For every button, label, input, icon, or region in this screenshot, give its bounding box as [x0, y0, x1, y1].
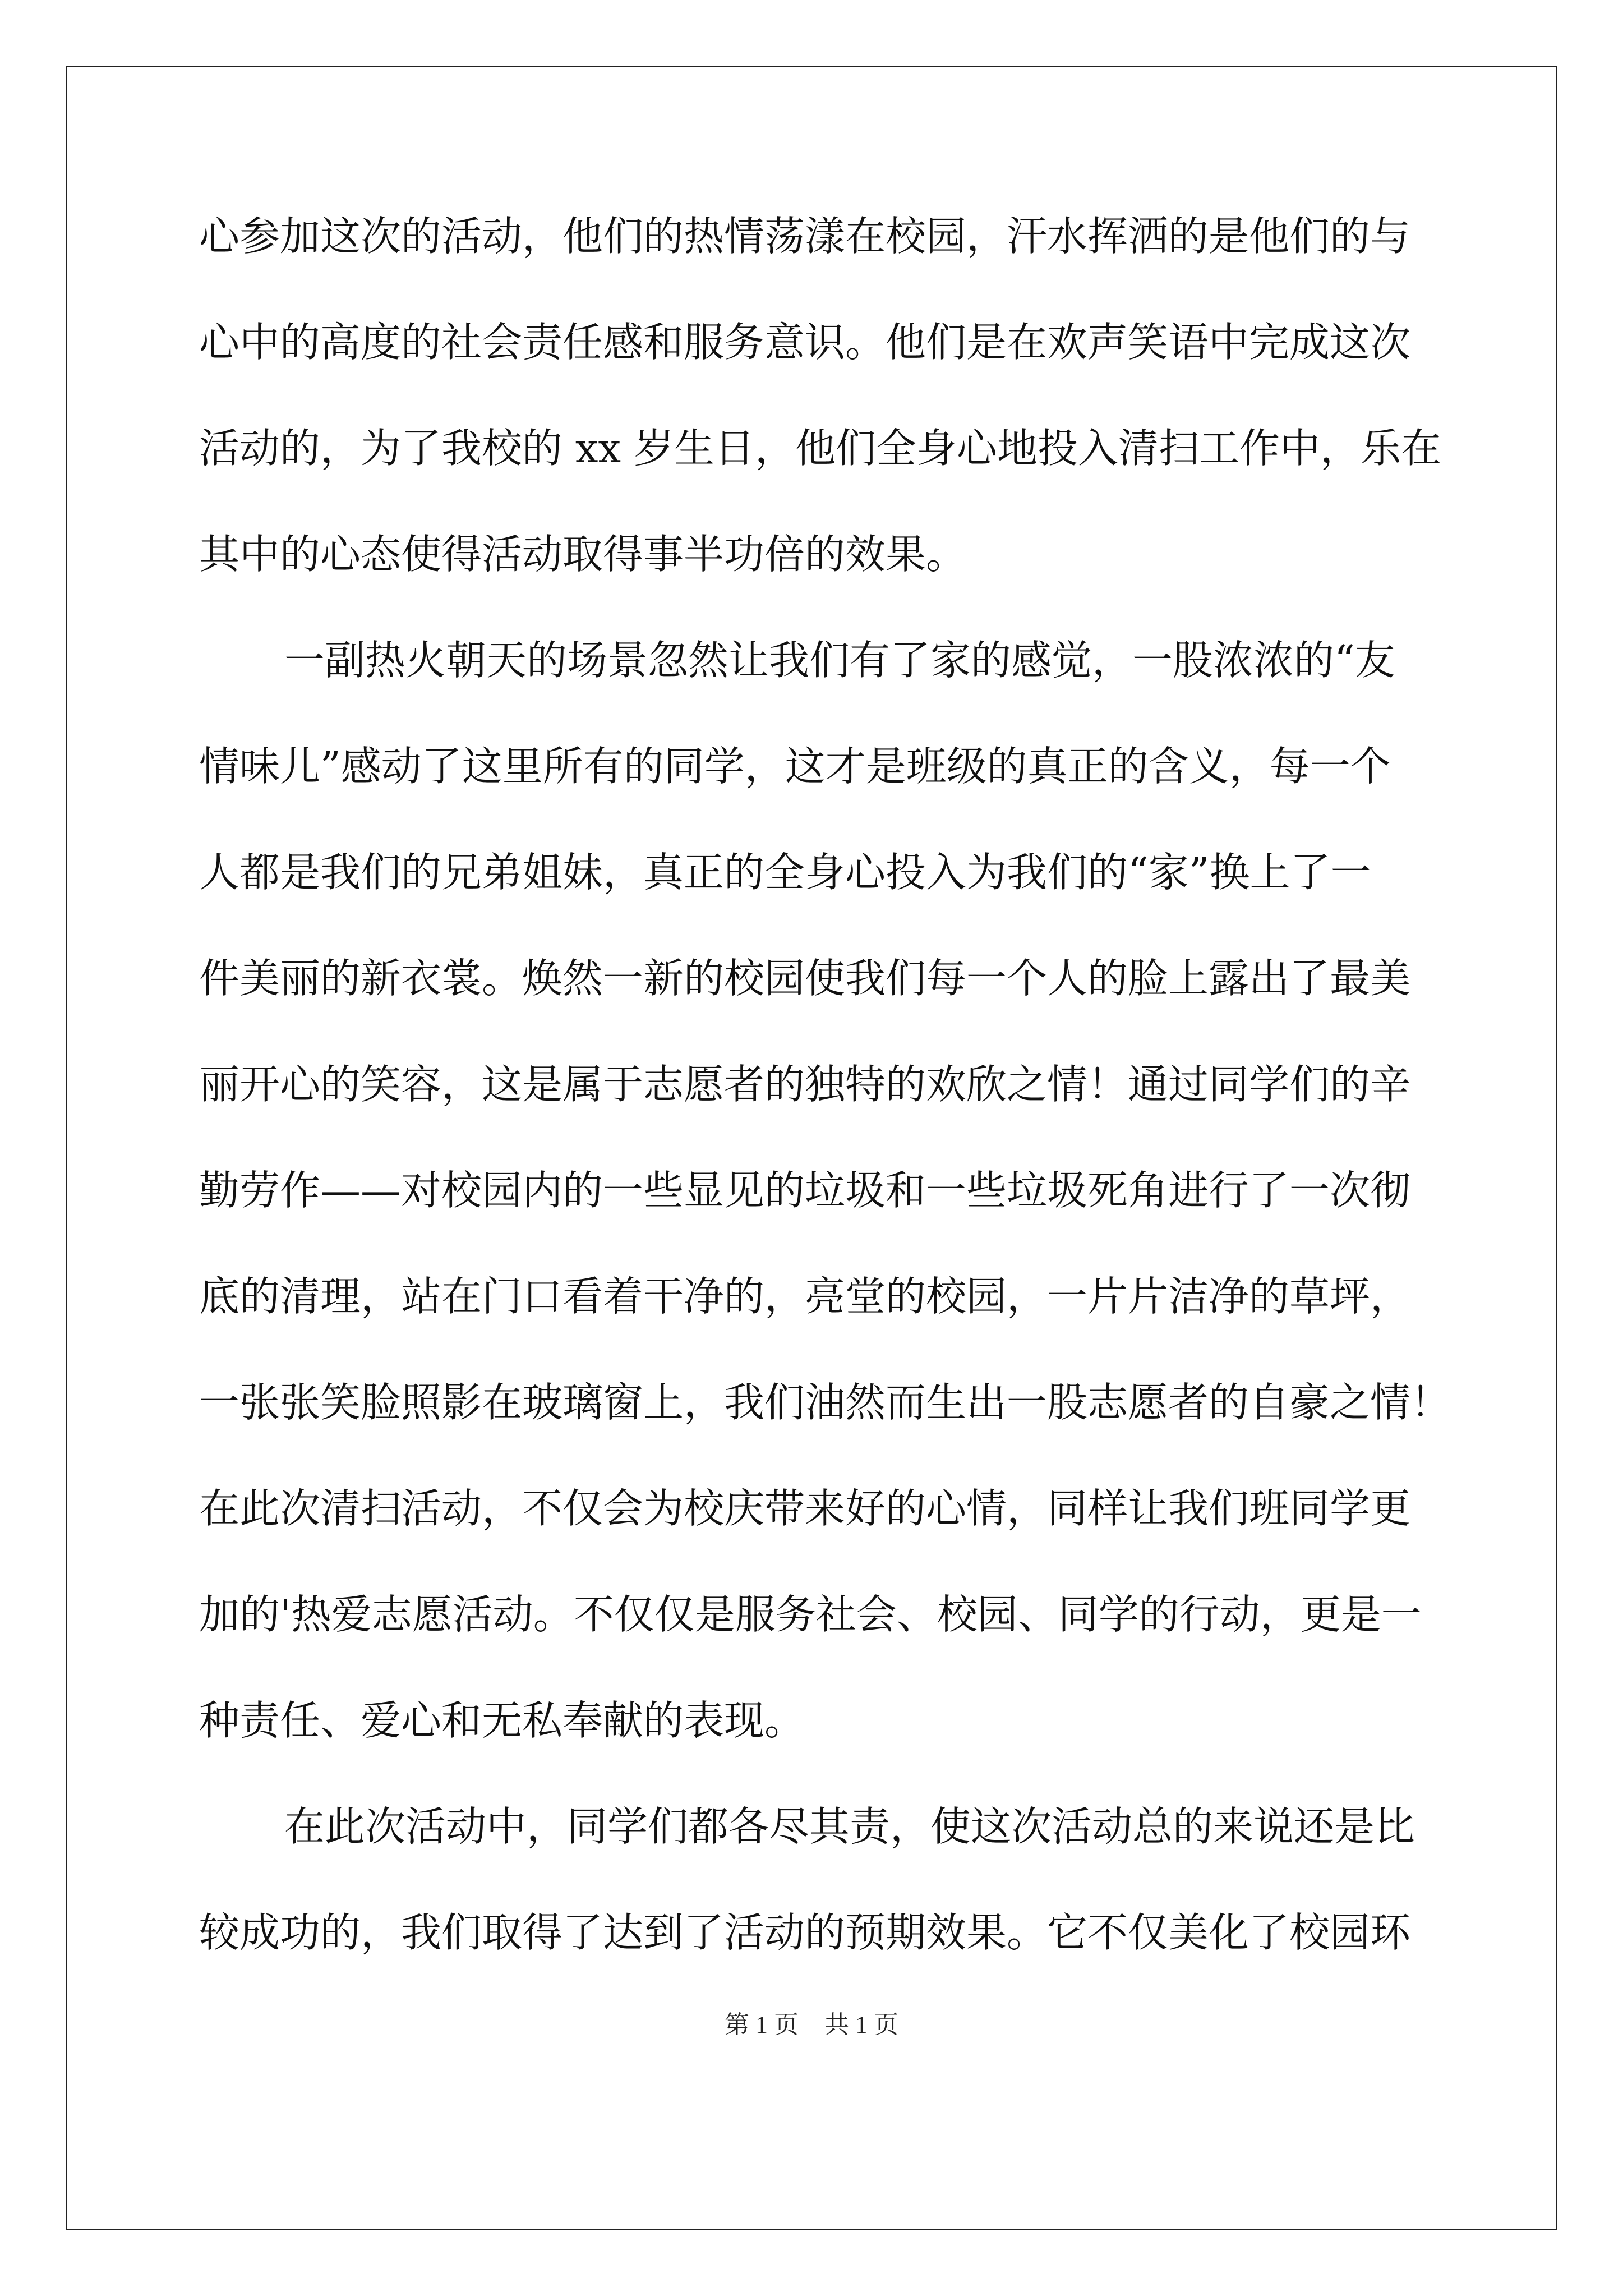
text-line-8: 件美丽的新衣裳。焕然一新的校园使我们每一个人的脸上露出了最美 [199, 955, 1411, 1002]
text-line-10: 勤劳作——对校园内的一些显见的垃圾和一些垃圾死角进行了一次彻 [199, 1167, 1411, 1214]
page-footer [0, 2011, 1623, 2039]
text-line-7: 人都是我们的兄弟姐妹，真正的全身心投入为我们的“家”换上了一 [199, 849, 1371, 896]
page-number-current: 第 1 页 [725, 2011, 799, 2039]
text-line-16: 在此次活动中，同学们都各尽其责，使这次活动总的来说还是比 [284, 1803, 1415, 1850]
text-line-3: 活动的，为了我校的 xx 岁生日，他们全身心地投入清扫工作中，乐在 [199, 425, 1441, 472]
text-line-6: 情味儿”感动了这里所有的同学，这才是班级的真正的含义，每一个 [199, 743, 1391, 790]
text-line-2: 心中的高度的社会责任感和服务意识。他们是在欢声笑语中完成这次 [199, 319, 1411, 366]
text-line-9: 丽开心的笑容，这是属于志愿者的独特的欢欣之情！通过同学们的辛 [199, 1061, 1411, 1108]
text-line-17: 较成功的，我们取得了达到了活动的预期效果。它不仅美化了校园环 [199, 1909, 1411, 1956]
text-line-1: 心参加这次的活动，他们的热情荡漾在校园，汗水挥洒的是他们的与 [199, 213, 1411, 260]
text-line-11: 底的清理，站在门口看着干净的，亮堂的校园，一片片洁净的草坪， [199, 1273, 1411, 1320]
text-line-13: 在此次清扫活动，不仅会为校庆带来好的心情，同样让我们班同学更 [199, 1485, 1411, 1532]
text-line-5: 一副热火朝天的场景忽然让我们有了家的感觉，一股浓浓的“友 [284, 637, 1395, 684]
text-line-12: 一张张笑脸照影在玻璃窗上，我们油然而生出一股志愿者的自豪之情！ [199, 1379, 1451, 1426]
text-line-14: 加的'热爱志愿活动。不仅仅是服务社会、校园、同学的行动，更是一 [199, 1591, 1422, 1638]
text-line-4: 其中的心态使得活动取得事半功倍的效果。 [199, 531, 967, 578]
page-number-total: 共 1 页 [824, 2011, 898, 2039]
text-line-15: 种责任、爱心和无私奉献的表现。 [199, 1697, 805, 1744]
document-body [199, 213, 1451, 2018]
